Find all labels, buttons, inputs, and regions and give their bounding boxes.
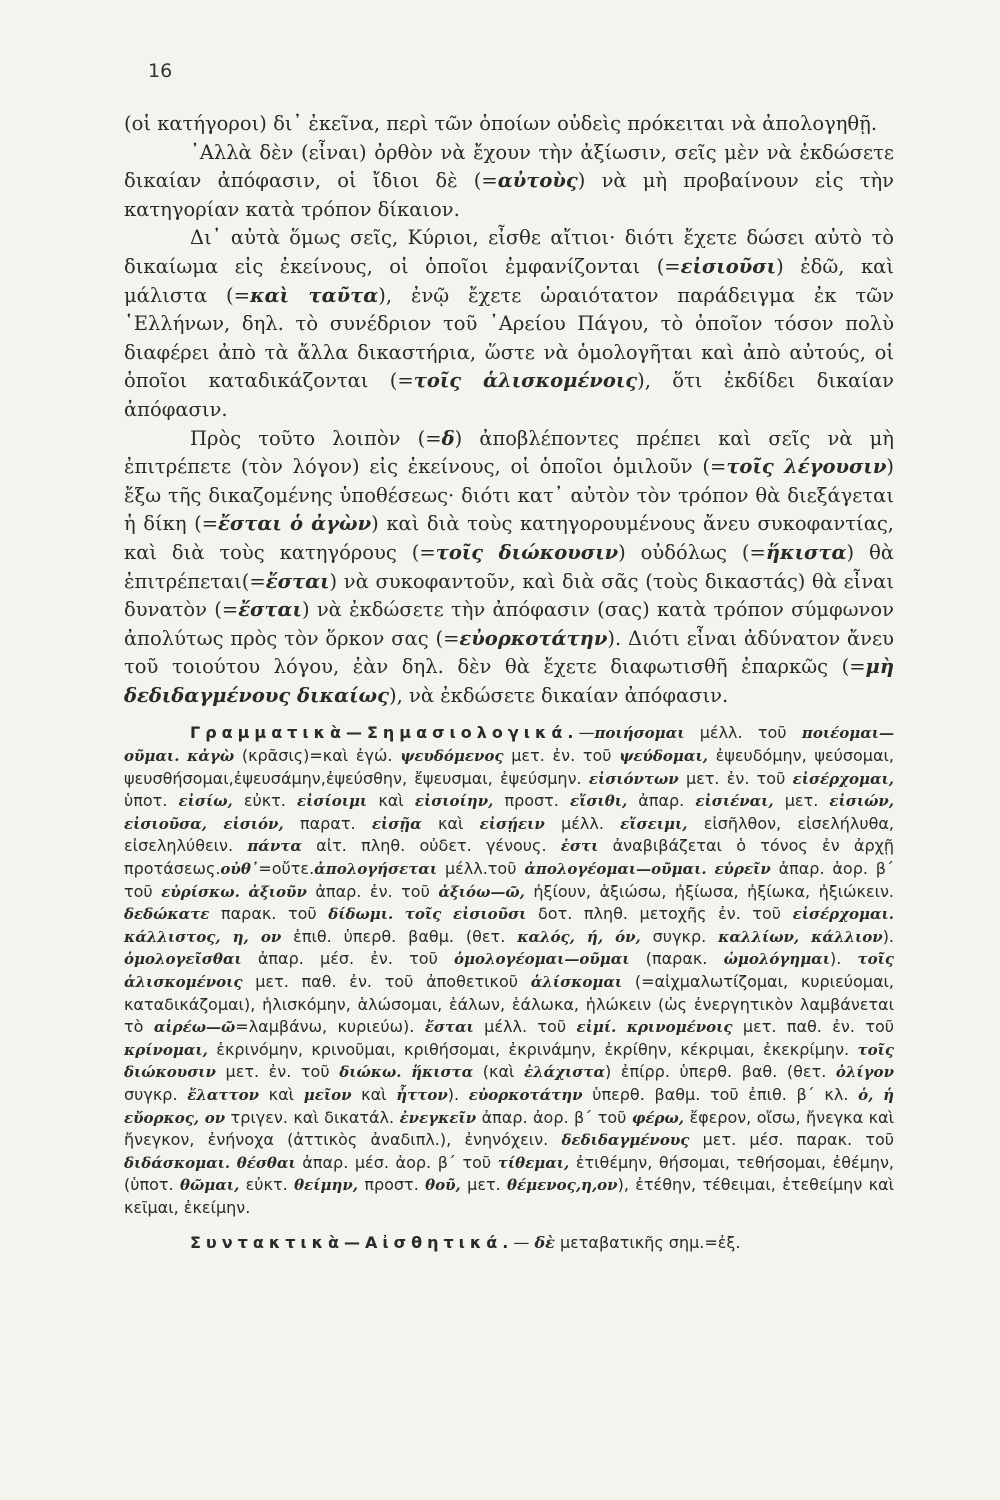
greek-term: φέρω, <box>631 1108 684 1127</box>
greek-term: τίθεμαι, <box>497 1153 570 1172</box>
greek-term: κἀγὼ <box>187 747 235 766</box>
text-run: ), νὰ ἐκδώσετε δικαίαν ἀπόφασιν. <box>388 683 729 707</box>
greek-term: εὐορκοτάτην <box>468 1085 583 1104</box>
greek-term: τοῖς διώκουσιν <box>435 540 619 564</box>
greek-term: εἰσῇα <box>371 814 422 833</box>
text-run: ). <box>447 1084 469 1104</box>
greek-term: διώκω. <box>339 1063 402 1082</box>
paragraph <box>124 110 894 139</box>
greek-term: εἴσειμι, <box>620 814 688 833</box>
greek-term: καλός, ή, όν, <box>517 927 641 946</box>
greek-term: θέμενος,η,ον <box>507 1176 618 1195</box>
text-run: (κρᾶσις)=καὶ ἐγώ. <box>234 746 401 766</box>
greek-term: τοῖς ἁλισκομένοις <box>124 950 895 991</box>
greek-term: θοῦ, <box>425 1176 461 1195</box>
grammar-body <box>124 723 894 1216</box>
text-run <box>230 1153 237 1172</box>
greek-term: αὐτοὺς <box>497 169 578 193</box>
greek-term: καλλίων, κάλλιον <box>718 927 883 946</box>
paragraph <box>124 139 894 225</box>
text-run: (παρακ. <box>629 949 724 969</box>
greek-term: δ <box>441 426 455 450</box>
greek-term: εἰσέρχομαι, <box>792 769 894 788</box>
text-run: εὐκτ. <box>239 1175 295 1195</box>
text-run: μετ. ἐν. τοῦ <box>678 768 793 788</box>
text-run: παρακ. τοῦ <box>209 904 329 924</box>
text-run <box>179 746 187 765</box>
greek-term: εἴσιθι, <box>570 792 628 811</box>
greek-term: θέσθαι <box>236 1153 296 1172</box>
text-run: ) ἀποβλέποντες πρέπει καὶ σεῖς νὰ μὴ ἐπιτρέπετε (τὸν λόγον) εἰς ἐκείνους, οἱ ὁποῖοι ὁμιλοῦν (= <box>124 426 894 479</box>
text-run: (=αἰχμαλωτίζομαι, κυριεύομαι, καταδικάζομαι), ἡλισκόμην, ἁλώσομαι, ἑάλων, ἑάλωκα, ἡλώκειν (ὡς ἐνεργητικὸν λαμβάνεται τὸ <box>124 972 894 1037</box>
text-run: καὶ <box>367 791 415 811</box>
text-run: ἀπαρ. <box>627 791 696 811</box>
greek-term: ἥκιστα <box>765 540 847 564</box>
text-run: μεταβατικῆς σημ.=ἐξ. <box>554 1232 741 1252</box>
greek-term: δὲ <box>534 1232 555 1252</box>
text-run: — <box>578 723 595 743</box>
greek-term: ἔλαττον <box>187 1085 259 1104</box>
text-run: ἐπιθ. ὑπερθ. βαθμ. (θετ. <box>281 926 518 946</box>
text-run: ) καὶ διὰ τοὺς κατηγορουμένους ἄνευ συκοφαντίας, καὶ διὰ τοὺς κατηγόρους (= <box>124 512 894 564</box>
greek-term: ἔσται <box>238 598 302 622</box>
greek-term: ψεύδομαι, <box>619 747 708 766</box>
text-run: καὶ <box>421 813 480 833</box>
text-run: ) ἐδῶ, καὶ μάλιστα (= <box>124 254 895 307</box>
text-run: (οἱ κατήγοροι) δι᾽ ἐκεῖνα, περὶ τῶν ὁποίων οὐδεὶς πρόκειται νὰ ἀπολογηθῇ. <box>124 112 878 135</box>
text-run: ) νὰ συκοφαντοῦν, καὶ διὰ σᾶς (τοὺς δικαστάς) θὰ εἶναι δυνατὸν (= <box>124 569 894 622</box>
greek-term: πάντα <box>247 837 302 856</box>
greek-term: εἰμί. <box>576 1018 617 1037</box>
greek-term: μὴ δεδιδαγμένους δικαίως <box>124 655 894 707</box>
grammar-notes <box>124 722 894 1219</box>
greek-term: ἐνεγκεῖν <box>399 1108 477 1127</box>
text-run: ἀναβιβάζεται ὁ τόνος ἐν ἀρχῇ προτάσεως. <box>124 836 894 879</box>
text-run: μέλλ. <box>544 813 621 833</box>
text-run: ἠξίουν, ἀξιώσω, ἠξίωσα, ἠξίωκα, ἠξιώκειν. <box>524 881 895 901</box>
text-run: ἀπαρ. ἀορ. β´ τοῦ <box>476 1107 632 1127</box>
text-run: μετ. ἐν. τοῦ <box>503 746 620 766</box>
greek-term: κρινομένοις <box>626 1018 733 1037</box>
text-run: αἰτ. πληθ. οὐδετ. γένους. <box>301 836 561 856</box>
text-run: ἀπαρ. μέσ. ἐν. τοῦ <box>241 949 455 969</box>
text-run: — <box>513 1232 535 1252</box>
greek-term: εἰσῄειν <box>479 814 545 833</box>
text-run: ἀπαρ. μέσ. ἀορ. β´ τοῦ <box>295 1152 498 1172</box>
greek-term: τοῖς ἁλισκομένοις <box>413 369 638 393</box>
text-run: τριγεν. καὶ δικατάλ. <box>225 1107 400 1127</box>
greek-term: ἀπολογέομαι—οῦμαι. <box>524 860 707 879</box>
text-run: προστ. <box>493 791 570 811</box>
greek-term: ὁμολογέομαι—οῦμαι <box>454 950 630 969</box>
text-run: ) ἔξω τῆς δικαζομένης ὑποθέσεως· διότι κατ᾽ αὐτὸν τὸν τρόπον θὰ διεξάγεται ἡ δίκη (= <box>124 455 894 536</box>
text-run: παρατ. <box>283 813 372 833</box>
text-run: δοτ. πληθ. μετοχῆς ἐν. τοῦ <box>526 904 793 924</box>
text-run: Πρὸς τοῦτο λοιπὸν (= <box>190 426 442 450</box>
text-run: μέλλ. τοῦ <box>684 723 802 743</box>
paragraph <box>124 425 894 711</box>
text-run: ἔφερον, οἴσω, ἤνεγκα καὶ ἤνεγκον, ἐνήνοχα (ἀττικὸς ἀναδιπλ.), ἐνηνόχειν. <box>124 1107 895 1150</box>
text-run <box>616 1017 626 1036</box>
greek-term: εἰσιοίην, <box>414 792 494 811</box>
text-run: ) θὰ ἐπιτρέπεται(= <box>124 540 894 593</box>
paragraph <box>124 224 894 424</box>
text-run: συγκρ. <box>640 926 719 946</box>
greek-term: ὀλίγον <box>835 1063 894 1082</box>
greek-term: κρίνομαι, <box>124 1040 208 1059</box>
text-run: ) νὰ ἐκδώσετε τὴν ἀπόφασιν (σας) κατὰ τρόπον σύμφωνον ἀπολύτως πρὸς τὸν ὅρκον σας (= <box>124 598 894 650</box>
greek-term: ποιέομαι—οῦμαι. <box>124 724 894 766</box>
text-run: ), ἐτέθην, τέθειμαι, ἐτεθείμην καὶ κεῖμαι, ἐκείμην. <box>124 1175 895 1217</box>
main-text <box>124 110 894 1270</box>
text-run: ) ἐπίρρ. ὑπερθ. βαθ. (θετ. <box>605 1062 836 1082</box>
text-run: μετ. παθ. ἐν. τοῦ <box>732 1017 894 1037</box>
greek-term: εἰσέρχομαι. <box>792 905 895 924</box>
greek-term: δεδώκατε <box>124 905 210 924</box>
text-run: ὑπερθ. βαθμ. τοῦ ἐπιθ. β´ κλ. <box>582 1084 859 1104</box>
greek-term: κάλλιστος, η, ον <box>124 927 282 946</box>
text-run: μετ. μέσ. παρακ. τοῦ <box>689 1130 895 1150</box>
text-run: μετ. <box>460 1175 508 1195</box>
greek-term: διδάσκομαι. <box>124 1153 231 1172</box>
text-run: ) οὐδόλως (= <box>618 540 766 564</box>
text-run: καὶ <box>351 1084 397 1104</box>
greek-term: ὁμολογεῖσθαι <box>124 950 242 969</box>
greek-term: ἔσται <box>265 569 330 593</box>
text-run: μετ. <box>773 791 830 811</box>
greek-term: οὐθ᾽ <box>220 860 259 879</box>
greek-term: ἀπολογήσεται <box>314 860 438 879</box>
text-run: μέλλ.τοῦ <box>437 859 525 879</box>
greek-term: ὁ, ἡ εὔορκος, ον <box>124 1085 895 1127</box>
greek-term: δίδωμι. <box>328 905 394 924</box>
greek-term: ἁλίσκομαι <box>530 973 623 991</box>
greek-term: ἥκιστα <box>411 1063 474 1082</box>
text-run: ἐψευδόμην, ψεύσομαι, ψευσθήσομαι,ἐψευσάμην,ἐψεύσθην, ἔψευσμαι, ἐψεύσμην. <box>124 746 895 788</box>
greek-term: εἰσίω, <box>178 792 233 811</box>
text-run: ᾿Αλλὰ δὲν (εἶναι) ὀρθὸν νὰ ἔχουν τὴν ἀξίωσιν, σεῖς μὲν νὰ ἐκδώσετε δικαίαν ἀπόφασιν, οἱ ἴδιοι δὲ (= <box>124 140 894 193</box>
text-run: Δι᾽ αὐτὰ ὅμως σεῖς, Κύριοι, εἶσθε αἴτιοι· διότι ἔχετε δώσει αὐτὸ τὸ δικαίωμα εἰς ἐκείνους, οἱ ὁποῖοι ἐμφανίζονται (= <box>124 226 894 278</box>
text-run: ). <box>882 926 895 946</box>
text-run: μετ. ἐν. τοῦ <box>215 1062 340 1082</box>
text-run: μέλλ. τοῦ <box>473 1017 577 1037</box>
text-run <box>393 904 405 923</box>
greek-term: ὡμολόγημαι <box>723 950 830 969</box>
greek-term: τοῖς διώκουσιν <box>124 1040 894 1082</box>
greek-term: τοῖς εἰσιοῦσι <box>404 905 527 924</box>
text-run: εὐκτ. <box>232 791 297 811</box>
text-run: συγκρ. <box>124 1084 188 1104</box>
text-run: ἐκρινόμην, κρινοῦμαι, κριθήσομαι, ἐκρινάμην, ἐκρίθην, κέκριμαι, ἐκεκρίμην. <box>207 1039 858 1059</box>
syntax-heading: Συντακτικὰ—Αἰσθητικά. <box>190 1232 514 1252</box>
text-run: προστ. <box>357 1175 426 1195</box>
greek-term: εἰσιοῦσι <box>680 254 777 278</box>
text-run: =οὔτε. <box>258 859 315 879</box>
text-run: =λαμβάνω, κυριεύω). <box>235 1017 425 1037</box>
page-number: 16 <box>148 60 173 82</box>
greek-term: καὶ ταῦτα <box>249 283 379 307</box>
greek-term: εἰσιών, εἰσιοῦσα, εἰσιόν, <box>124 792 895 833</box>
greek-term: ἀξιοῦν <box>248 882 307 901</box>
grammar-heading: Γραμματικὰ—Σημασιολογικά. <box>190 723 579 743</box>
greek-term: εἰσίοιμι <box>297 792 368 811</box>
text-run: εἰσῆλθον, εἰσελήλυθα, εἰσεληλύθειν. <box>124 813 895 856</box>
greek-term: θείμην, <box>294 1176 358 1195</box>
greek-term: εἰσιέναι, <box>695 792 774 811</box>
text-run: μετ. παθ. ἐν. τοῦ ἀποθετικοῦ <box>242 972 531 991</box>
text-run: ἀπαρ. ἀορ. β´ τοῦ <box>124 859 894 901</box>
greek-term: αἱρέω—ῶ <box>153 1018 236 1037</box>
greek-term: θῶμαι, <box>180 1176 240 1195</box>
greek-term: εὐορκοτάτην <box>459 626 608 650</box>
text-run: ), ἐνῷ ἔχετε ὡραιότατον παράδειγμα ἐκ τῶν ῾Ελλήνων, δηλ. τὸ συνέδριον τοῦ ᾿Αρείου Πάγου, τὸ ὁποῖον τόσον πολὺ διαφέρει ἀπὸ τὰ ἄλλα δικαστήρια, ὥστε νὰ ὁμολογῆται καὶ ἀπὸ αὐτούς, οἱ ὁποῖοι καταδικάζονται (= <box>124 283 894 393</box>
text-run <box>401 1062 411 1081</box>
greek-term: ἐλάχιστα <box>524 1063 605 1082</box>
greek-term: ψευδόμενος <box>400 747 504 766</box>
text-run: ἐτιθέμην, θήσομαι, τεθήσομαι, ἐθέμην,(ὑποτ. <box>124 1152 894 1195</box>
greek-term: ἧττον <box>396 1085 448 1104</box>
text-run: καὶ <box>259 1084 304 1104</box>
greek-term: ἀξιόω—ῶ, <box>438 882 525 901</box>
text-run: ), ὅτι ἐκδίδει δικαίαν ἀπόφασιν. <box>124 369 895 421</box>
greek-term: τοῖς λέγουσιν <box>726 455 887 479</box>
greek-term: ἔσται <box>424 1018 474 1037</box>
greek-term: ἐστι <box>560 837 599 856</box>
text-run: ) νὰ μὴ προβαίνουν εἰς τὴν κατηγορίαν κατὰ τρόπον δίκαιον. <box>124 169 894 221</box>
syntax-notes <box>124 1232 894 1254</box>
greek-term: εὑρεῖν <box>714 860 771 879</box>
greek-term: ἔσται ὁ ἀγὼν <box>218 512 372 536</box>
text-run: ). Διότι εἶναι ἀδύνατον ἄνευ τοῦ τοιούτου λόγου, ἐὰν δηλ. δὲν θὰ ἔχετε διαφωτισθῆ ἐπαρκῶς (= <box>124 626 894 679</box>
text-run: ἀπαρ. ἐν. τοῦ <box>306 881 439 901</box>
greek-term: εἰσιόντων <box>588 769 679 788</box>
greek-term: εὑρίσκω. <box>161 882 240 901</box>
greek-term: μεῖον <box>303 1085 352 1104</box>
text-run: ὑποτ. <box>124 791 179 811</box>
greek-term: ποιήσομαι <box>594 724 685 743</box>
text-run: ). <box>829 949 858 969</box>
syntax-body <box>513 1233 740 1252</box>
text-run: (καὶ <box>473 1062 524 1082</box>
greek-term: δεδιδαγμένους <box>561 1131 690 1150</box>
